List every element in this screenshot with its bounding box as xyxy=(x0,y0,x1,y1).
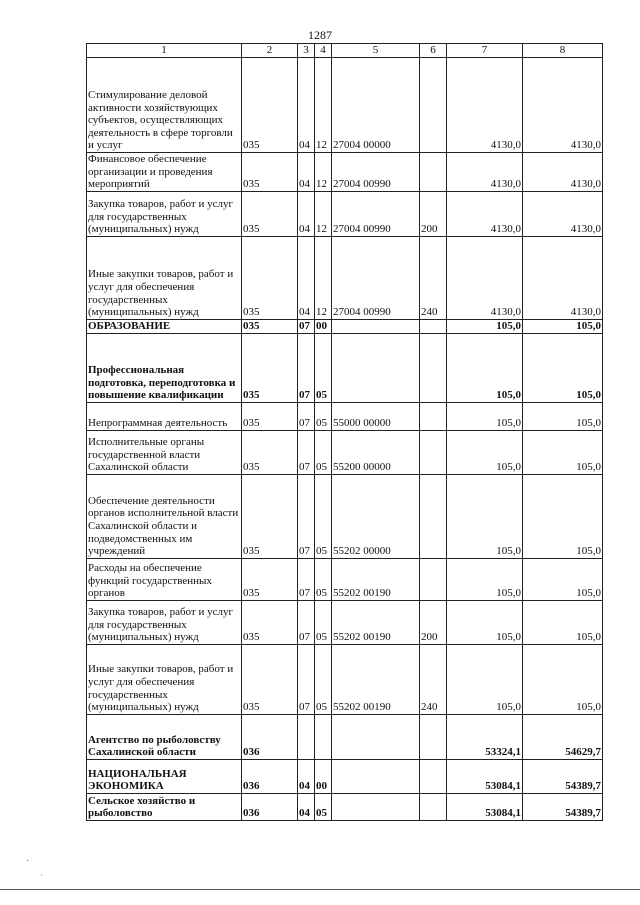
row-code-target: 27004 00000 xyxy=(332,58,420,153)
row-code-section: 07 xyxy=(298,644,315,714)
row-amount-year2: 4130,0 xyxy=(523,153,603,192)
table-row xyxy=(87,236,603,319)
row-name: Закупка товаров, работ и услуг для государственных (муниципальных) нужд xyxy=(87,191,242,236)
row-code-subsection: 12 xyxy=(315,153,332,192)
row-code-section: 07 xyxy=(298,333,315,402)
row-code-admin: 035 xyxy=(242,191,298,236)
row-code-type xyxy=(420,402,447,430)
row-code-admin: 035 xyxy=(242,333,298,402)
row-code-admin: 035 xyxy=(242,402,298,430)
row-code-type: 240 xyxy=(420,644,447,714)
row-code-type xyxy=(420,58,447,153)
row-code-type xyxy=(420,474,447,558)
row-amount-year2: 105,0 xyxy=(523,558,603,600)
row-code-subsection: 05 xyxy=(315,333,332,402)
row-code-type xyxy=(420,793,447,820)
row-code-admin: 035 xyxy=(242,58,298,153)
table-row xyxy=(87,191,603,236)
row-code-target: 55000 00000 xyxy=(332,402,420,430)
row-code-subsection xyxy=(315,714,332,759)
row-code-section: 04 xyxy=(298,236,315,319)
row-code-type xyxy=(420,153,447,192)
table-row xyxy=(87,402,603,430)
row-code-target: 55202 00190 xyxy=(332,600,420,644)
table-row xyxy=(87,474,603,558)
row-code-section: 04 xyxy=(298,58,315,153)
row-name: Агентство по рыболовству Сахалинской области xyxy=(87,714,242,759)
row-code-target: 27004 00990 xyxy=(332,236,420,319)
row-code-admin: 035 xyxy=(242,600,298,644)
row-code-target xyxy=(332,714,420,759)
row-amount-year1: 105,0 xyxy=(447,430,523,474)
row-code-target: 55202 00190 xyxy=(332,644,420,714)
row-code-subsection: 05 xyxy=(315,402,332,430)
row-code-section: 04 xyxy=(298,759,315,793)
row-code-target: 27004 00990 xyxy=(332,153,420,192)
row-amount-year1: 105,0 xyxy=(447,558,523,600)
row-code-admin: 035 xyxy=(242,153,298,192)
row-name: Иные закупки товаров, работ и услуг для обеспечения государственных (муниципальных) нужд xyxy=(87,644,242,714)
row-code-admin: 035 xyxy=(242,319,298,333)
row-name: ОБРАЗОВАНИЕ xyxy=(87,319,242,333)
table-row xyxy=(87,759,603,793)
row-code-subsection: 05 xyxy=(315,600,332,644)
table-row xyxy=(87,600,603,644)
row-code-type xyxy=(420,430,447,474)
row-code-subsection: 12 xyxy=(315,58,332,153)
scan-mark: · xyxy=(26,856,30,867)
row-name: Непрограммная деятельность xyxy=(87,402,242,430)
row-amount-year1: 4130,0 xyxy=(447,153,523,192)
row-amount-year2: 105,0 xyxy=(523,600,603,644)
row-code-subsection: 05 xyxy=(315,644,332,714)
row-amount-year2: 105,0 xyxy=(523,319,603,333)
row-code-subsection: 05 xyxy=(315,430,332,474)
table-row xyxy=(87,58,603,153)
row-name: Иные закупки товаров, работ и услуг для обеспечения государственных (муниципальных) нужд xyxy=(87,236,242,319)
table-row xyxy=(87,153,603,192)
row-amount-year2: 54389,7 xyxy=(523,759,603,793)
row-amount-year2: 4130,0 xyxy=(523,58,603,153)
table-row xyxy=(87,793,603,820)
row-name: Сельское хозяйство и рыболовство xyxy=(87,793,242,820)
row-amount-year1: 4130,0 xyxy=(447,58,523,153)
row-amount-year2: 105,0 xyxy=(523,333,603,402)
row-code-admin: 036 xyxy=(242,759,298,793)
row-code-type xyxy=(420,333,447,402)
row-code-type: 200 xyxy=(420,600,447,644)
row-code-section xyxy=(298,714,315,759)
row-name: Расходы на обеспечение функций государственных органов xyxy=(87,558,242,600)
row-amount-year2: 54389,7 xyxy=(523,793,603,820)
row-code-section: 07 xyxy=(298,558,315,600)
table-row xyxy=(87,558,603,600)
row-amount-year1: 105,0 xyxy=(447,474,523,558)
row-code-subsection: 05 xyxy=(315,474,332,558)
column-header: 3 xyxy=(298,44,315,58)
row-code-section: 04 xyxy=(298,793,315,820)
row-amount-year1: 53084,1 xyxy=(447,793,523,820)
row-code-admin: 035 xyxy=(242,558,298,600)
row-code-admin: 036 xyxy=(242,793,298,820)
row-amount-year2: 105,0 xyxy=(523,402,603,430)
row-amount-year1: 105,0 xyxy=(447,644,523,714)
row-amount-year1: 105,0 xyxy=(447,600,523,644)
column-header: 4 xyxy=(315,44,332,58)
row-code-admin: 035 xyxy=(242,236,298,319)
row-code-type xyxy=(420,759,447,793)
row-code-admin: 035 xyxy=(242,644,298,714)
row-code-type: 240 xyxy=(420,236,447,319)
row-code-subsection: 05 xyxy=(315,793,332,820)
row-code-subsection: 00 xyxy=(315,319,332,333)
column-header: 6 xyxy=(420,44,447,58)
scan-mark: ˴ xyxy=(40,869,44,880)
column-header: 7 xyxy=(447,44,523,58)
row-amount-year1: 4130,0 xyxy=(447,236,523,319)
row-code-target xyxy=(332,319,420,333)
row-amount-year2: 54629,7 xyxy=(523,714,603,759)
row-name: Финансовое обеспечение организации и проведения мероприятий xyxy=(87,153,242,192)
column-header: 2 xyxy=(242,44,298,58)
page-bottom-rule xyxy=(0,889,640,890)
table-row xyxy=(87,644,603,714)
row-code-target xyxy=(332,793,420,820)
row-amount-year2: 105,0 xyxy=(523,430,603,474)
row-amount-year2: 4130,0 xyxy=(523,236,603,319)
row-code-target xyxy=(332,333,420,402)
row-amount-year1: 53084,1 xyxy=(447,759,523,793)
row-code-section: 04 xyxy=(298,191,315,236)
row-code-admin: 035 xyxy=(242,474,298,558)
row-name: Обеспечение деятельности органов исполнительной власти Сахалинской области и подведомственных им учреждений xyxy=(87,474,242,558)
row-code-type xyxy=(420,714,447,759)
row-amount-year1: 105,0 xyxy=(447,402,523,430)
row-code-target xyxy=(332,759,420,793)
row-code-admin: 035 xyxy=(242,430,298,474)
table-row xyxy=(87,319,603,333)
row-code-section: 07 xyxy=(298,474,315,558)
row-name: НАЦИОНАЛЬНАЯ ЭКОНОМИКА xyxy=(87,759,242,793)
row-name: Закупка товаров, работ и услуг для государственных (муниципальных) нужд xyxy=(87,600,242,644)
row-amount-year2: 105,0 xyxy=(523,644,603,714)
row-amount-year1: 4130,0 xyxy=(447,191,523,236)
row-amount-year1: 105,0 xyxy=(447,319,523,333)
page-number: 1287 xyxy=(308,28,332,42)
row-name: Стимулирование деловой активности хозяйствующих субъектов, осуществляющих деятельность в сфере торговли и услуг xyxy=(87,58,242,153)
row-code-section: 07 xyxy=(298,319,315,333)
row-code-type xyxy=(420,558,447,600)
column-header: 1 xyxy=(87,44,242,58)
table-row xyxy=(87,430,603,474)
row-amount-year2: 4130,0 xyxy=(523,191,603,236)
row-code-target: 55202 00000 xyxy=(332,474,420,558)
budget-table xyxy=(86,43,603,821)
row-code-target: 27004 00990 xyxy=(332,191,420,236)
column-header: 8 xyxy=(523,44,603,58)
column-header: 5 xyxy=(332,44,420,58)
row-code-admin: 036 xyxy=(242,714,298,759)
row-code-subsection: 12 xyxy=(315,236,332,319)
row-code-target: 55200 00000 xyxy=(332,430,420,474)
row-code-subsection: 00 xyxy=(315,759,332,793)
header-row xyxy=(87,44,603,58)
table-row xyxy=(87,714,603,759)
row-code-type: 200 xyxy=(420,191,447,236)
table-row xyxy=(87,333,603,402)
row-code-section: 07 xyxy=(298,430,315,474)
row-amount-year1: 53324,1 xyxy=(447,714,523,759)
row-code-section: 04 xyxy=(298,153,315,192)
row-name: Исполнительные органы государственной власти Сахалинской области xyxy=(87,430,242,474)
row-code-subsection: 12 xyxy=(315,191,332,236)
row-code-target: 55202 00190 xyxy=(332,558,420,600)
row-amount-year1: 105,0 xyxy=(447,333,523,402)
row-code-section: 07 xyxy=(298,600,315,644)
row-amount-year2: 105,0 xyxy=(523,474,603,558)
row-name: Профессиональная подготовка, переподготовка и повышение квалификации xyxy=(87,333,242,402)
row-code-subsection: 05 xyxy=(315,558,332,600)
row-code-type xyxy=(420,319,447,333)
row-code-section: 07 xyxy=(298,402,315,430)
